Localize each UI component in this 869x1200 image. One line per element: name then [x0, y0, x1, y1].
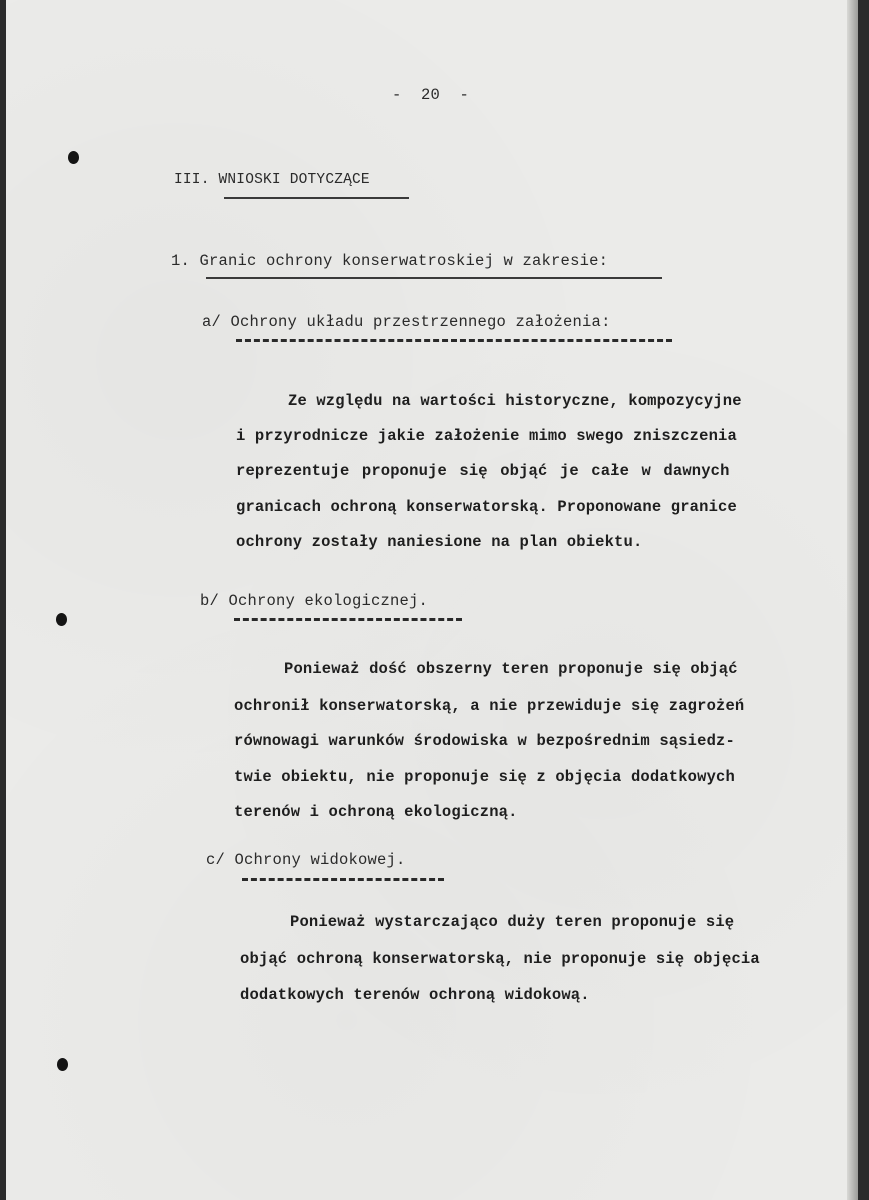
subsection-b-underline — [234, 618, 462, 621]
item-1-underline — [206, 277, 662, 279]
subsection-c-underline — [242, 878, 444, 881]
subsection-c-heading: c/ Ochrony widokowej. — [206, 851, 406, 869]
paragraph-line: twie obiektu, nie proponuje się z objęcia dodatkowych — [234, 768, 735, 786]
section-heading: III. WNIOSKI DOTYCZĄCE — [174, 172, 370, 188]
paragraph-line: Ponieważ dość obszerny teren proponuje się objąć — [284, 660, 738, 678]
punch-hole-top — [68, 151, 79, 164]
subsection-a-underline — [236, 339, 672, 342]
paragraph-line: Ponieważ wystarczająco duży teren proponuje się — [290, 913, 735, 931]
subsection-b-heading: b/ Ochrony ekologicznej. — [200, 592, 429, 610]
punch-hole-bottom — [57, 1058, 68, 1071]
paragraph-line: ochronił konserwatorską, a nie przewiduje się zagrożeń — [234, 697, 745, 715]
paragraph-line: równowagi warunków środowiska w bezpośrednim sąsiedz- — [234, 732, 735, 750]
page-number: - 20 - — [392, 86, 470, 104]
paragraph-line: reprezentuje proponuje się objąć je całe w dawnych — [236, 462, 730, 480]
section-heading-underline — [224, 197, 409, 199]
paragraph-line: granicach ochroną konserwatorską. Proponowane granice — [236, 498, 737, 516]
paragraph-line: ochrony zostały naniesione na plan obiektu. — [236, 533, 643, 551]
punch-hole-middle — [56, 613, 67, 626]
paragraph-line: i przyrodnicze jakie założenie mimo swego zniszczenia — [236, 427, 737, 445]
paragraph-line: objąć ochroną konserwatorską, nie proponuje się objęcia — [240, 950, 760, 968]
item-1-heading: 1. Granic ochrony konserwatroskiej w zakresie: — [171, 252, 609, 270]
paragraph-line: terenów i ochroną ekologiczną. — [234, 803, 518, 821]
paragraph-line: Ze względu na wartości historyczne, kompozycyjne — [288, 392, 742, 410]
paragraph-line: dodatkowych terenów ochroną widokową. — [240, 986, 590, 1004]
subsection-a-heading: a/ Ochrony układu przestrzennego założenia: — [202, 313, 611, 331]
document-page — [6, 0, 858, 1200]
page-edge-shadow — [847, 0, 858, 1200]
